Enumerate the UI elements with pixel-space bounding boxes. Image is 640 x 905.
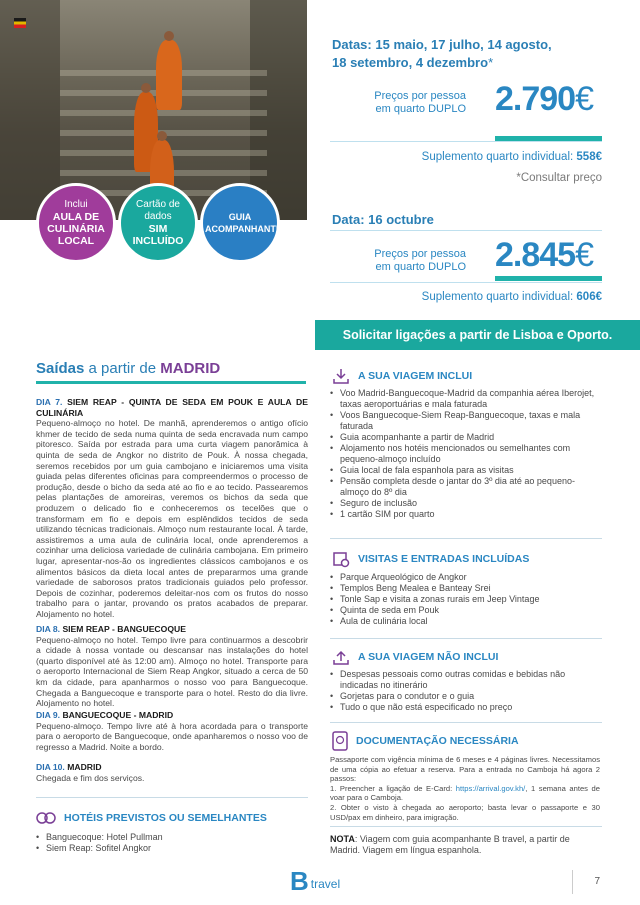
inclui-list [330, 388, 600, 520]
badge-bold: GUIA ACOMPANHANTE [205, 212, 282, 234]
list-item: • Pensão completa desde o jantar do 3º dia até ao pequeno-almoço do 8º dia [330, 476, 600, 498]
price-label-line: em quarto DUPLO [375, 103, 466, 115]
asterisk: * [488, 55, 494, 70]
doc-step-2: 2. Obter o visto à chegada ao aeroporto; basta levar o passaporte e 30 USD/pax em dinheiro, para imigração. [330, 802, 600, 822]
inclui-title: A SUA VIAGEM INCLUI [358, 370, 473, 382]
badge-culinary-class [36, 183, 116, 263]
list-item: • Parque Arqueológico de Angkor [330, 572, 600, 583]
list-item: • Banguecoque: Hotel Pullman [36, 832, 306, 843]
list-item: • Guia acompanhante a partir de Madrid [330, 432, 600, 443]
hotel-icon [36, 808, 56, 828]
passport-icon [332, 731, 348, 751]
page-divider [572, 870, 573, 894]
day-number: DIA 9. [36, 710, 63, 720]
badge-bold: SIM INCLUÍDO [132, 223, 184, 247]
divider [330, 826, 602, 827]
lisboa-oporto-banner: Solicitar ligações a partir de Lisboa e Oporto. [315, 320, 640, 350]
list-item: • Templos Beng Mealea e Banteay Srei [330, 583, 600, 594]
list-item: • Voo Madrid-Banguecoque-Madrid da companhia aérea Iberojet, taxas aeroportuárias e mala faturada [330, 388, 600, 410]
day-7 [36, 397, 308, 619]
list-item: • Alojamento nos hotéis mencionados ou semelhantes com pequeno-almoço incluído [330, 443, 600, 465]
list-item: • 1 cartão SIM por quarto [330, 509, 600, 520]
doc-step-1: 1. Preencher a ligação de E-Card: [330, 783, 456, 793]
price-label-line: em quarto DUPLO [375, 261, 466, 273]
visitas-title: VISITAS E ENTRADAS INCLUÍDAS [358, 553, 530, 565]
dates-line-1: 16 octubre [368, 212, 434, 227]
day-text: Pequeno-almoço no hotel. Tempo livre para continuarmos a descobrir a cidade à nossa vontade ou descansar nas instalações do hotel (quarto disponível até às 12:00 am). Almoço no hotel. Transporte para o aeroporto Internacional de Siem Reap Angkor, situado a cerca de 50 km da cidade, para apanharmos o nosso voo para Banguecoque. Chegada a Banguecoque e transporte para o hotel. Resto do dia livre. Alojamento no hotel. [36, 634, 308, 709]
logo-b: B [290, 866, 309, 896]
day-number: DIA 7. [36, 397, 68, 407]
divider [330, 141, 602, 142]
price-label-line: Preços por pessoa [374, 248, 466, 260]
divider [330, 722, 602, 723]
day-name: BANGUECOQUE - MADRID [62, 710, 174, 720]
badge-bold: AULA DE CULINÁRIA LOCAL [47, 211, 105, 247]
ticket-icon [332, 550, 350, 568]
nao-inclui-title: A SUA VIAGEM NÃO INCLUI [358, 651, 499, 663]
hoteis-title: HOTÉIS PREVISTOS OU SEMELHANTES [64, 812, 267, 824]
nao-inclui-list [330, 669, 600, 713]
day-8 [36, 624, 308, 709]
day-name: MADRID [67, 762, 102, 772]
documentacao-heading [332, 731, 519, 751]
documentacao-text [330, 755, 600, 822]
currency: € [575, 236, 594, 274]
price-label-2 [360, 248, 466, 274]
suplemento-2 [330, 291, 602, 303]
saidas-city: MADRID [160, 360, 221, 377]
doc-paragraph: Passaporte com vigência mínima de 6 meses e 4 páginas livres. Necessitamos de uma cópia ao efetuar a reserva. Para a entrada no Camboja há agora 2 passos: [330, 755, 600, 784]
visitas-list [330, 572, 600, 627]
nao-inclui-heading [332, 648, 498, 666]
flag-icon [14, 18, 26, 28]
doc-step-1-end: , 1 semana antes de voar para o Camboja. [330, 783, 600, 803]
price-1 [495, 80, 593, 119]
divider [330, 638, 602, 639]
dates-block-1: Datas: 15 maio, 17 julho, 14 agosto, 18 setembro, 4 dezembro* [332, 37, 552, 70]
suplemento-value: 606€ [576, 291, 602, 303]
saidas-word: Saídas [36, 360, 85, 377]
list-item: • Seguro de inclusão [330, 498, 600, 509]
nota [330, 834, 600, 856]
currency: € [575, 80, 594, 118]
divider [36, 797, 308, 798]
list-item: • Tonle Sap e visita a zonas rurais em Jeep Vintage [330, 594, 600, 605]
hoteis-list [36, 832, 306, 854]
list-item: • Tudo o que não está especificado no preço [330, 702, 600, 713]
saidas-heading [36, 360, 220, 377]
day-text: Pequeno-almoço no hotel. De manhã, aprenderemos o antigo ofício khmer de tecido de seda numa quinta de seda encravada num campo pitoresco. Saída por estrada para uma curta viagem panorâmica à quinta de seda de Angkor no distrito de Pouk. À nossa chegada, seremos recebidos por um guia cambojano e iniciaremos uma visita guiada pelas diferentes oficinas para compreendermos o processo de produção, desde o bicho da seda até ao fio e ao tecido. Passearemos pelas plantações de amoreiras, veremos os bichos da seda que produzem o delicado fio e conheceremos os tecelões que o transformam em fio e depois em esplêndidos tecidos de seda utilizando técnicas tradicionais. Almoço num restaurante local. À tarde, assistiremos a uma aula de culinária local, onde aprenderemos a cozinhar uma deliciosa variedade de culinária cambojana. Em primeiro lugar, apresentar-nos-ão os ingredientes clássicos cambojanos e os alimentos básicos da dieta local antes de prepararmos uma grande variedade de saborosos pratos tradicionais guiados pelo professor. Depois de cozinhar, poderemos deleitar-nos com os frutos do nosso trabalho para o jantar, provando os pratos acabados de preparar. Alojamento no hotel. [36, 418, 308, 619]
documentacao-title: DOCUMENTAÇÃO NECESSÁRIA [356, 735, 519, 747]
badge-line: Cartão de dados [136, 199, 180, 222]
logo-travel: travel [310, 877, 341, 891]
suplemento-value: 558€ [576, 151, 602, 163]
saidas-underline [36, 381, 306, 384]
list-item: • Quinta de seda em Pouk [330, 605, 600, 616]
nota-text: : Viagem com guia acompanhante B travel, a partir de Madrid. Viagem em língua espanhola. [330, 834, 570, 855]
suplemento-label: Suplemento quarto individual: [421, 151, 574, 163]
dates-label: Data [332, 212, 361, 227]
visitas-heading [332, 550, 529, 568]
dates-line-2: 18 setembro, 4 dezembro [332, 55, 489, 70]
inclui-heading [332, 367, 472, 385]
upload-icon [332, 648, 350, 666]
suplemento-1 [330, 151, 602, 163]
list-item: • Aula de culinária local [330, 616, 600, 627]
list-item: • Despesas pessoais como outras comidas e bebidas não indicadas no itinerário [330, 669, 600, 691]
price-value: 2.790 [495, 80, 576, 118]
list-item: • Siem Reap: Sofitel Angkor [36, 843, 306, 854]
badge-guide [200, 183, 280, 263]
btravel-logo [290, 868, 340, 894]
price-label-1 [360, 90, 466, 116]
badge-line: Inclui [64, 199, 88, 210]
day-text: Chegada e fim dos serviços. [36, 772, 145, 783]
price-2 [495, 236, 593, 275]
page-number: 7 [594, 876, 600, 887]
day-number: DIA 8. [36, 624, 63, 634]
ecard-link[interactable]: https://arrival.gov.kh/ [455, 783, 526, 793]
dates-line-1: 15 maio, 17 julho, 14 agosto, [375, 37, 552, 52]
nota-label: NOTA [330, 834, 355, 844]
suplemento-label: Suplemento quarto individual: [421, 291, 574, 303]
day-9 [36, 710, 308, 752]
list-item: • Gorjetas para o condutor e o guia [330, 691, 600, 702]
divider [330, 230, 602, 231]
divider [330, 538, 602, 539]
hoteis-heading [36, 808, 267, 828]
day-name: SIEM REAP - BANGUECOQUE [62, 624, 186, 634]
consultar-note: *Consultar preço [516, 172, 602, 184]
dates-block-2: Data: 16 octubre [332, 212, 434, 227]
list-item: • Guia local de fala espanhola para as visitas [330, 465, 600, 476]
saidas-mid: a partir de [84, 360, 161, 377]
day-name: SIEM REAP - QUINTA DE SEDA EM POUK E AULA DE CULINÁRIA [36, 397, 308, 418]
day-number: DIA 10. [36, 762, 68, 772]
price-bar [495, 276, 602, 281]
price-value: 2.845 [495, 236, 576, 274]
day-10 [36, 762, 308, 783]
badge-sim-card [118, 183, 198, 263]
divider [330, 282, 602, 283]
day-text: Pequeno-almoço. Tempo livre até à hora acordada para o transporte para o aeroporto de Banguecoque, onde apanharemos o nosso voo de regresso a Madrid. Noite a bordo. [36, 720, 308, 752]
download-icon [332, 367, 350, 385]
list-item: • Voos Banguecoque-Siem Reap-Banguecoque, taxas e mala faturada [330, 410, 600, 432]
dates-label: Datas [332, 37, 368, 52]
price-label-line: Preços por pessoa [374, 90, 466, 102]
